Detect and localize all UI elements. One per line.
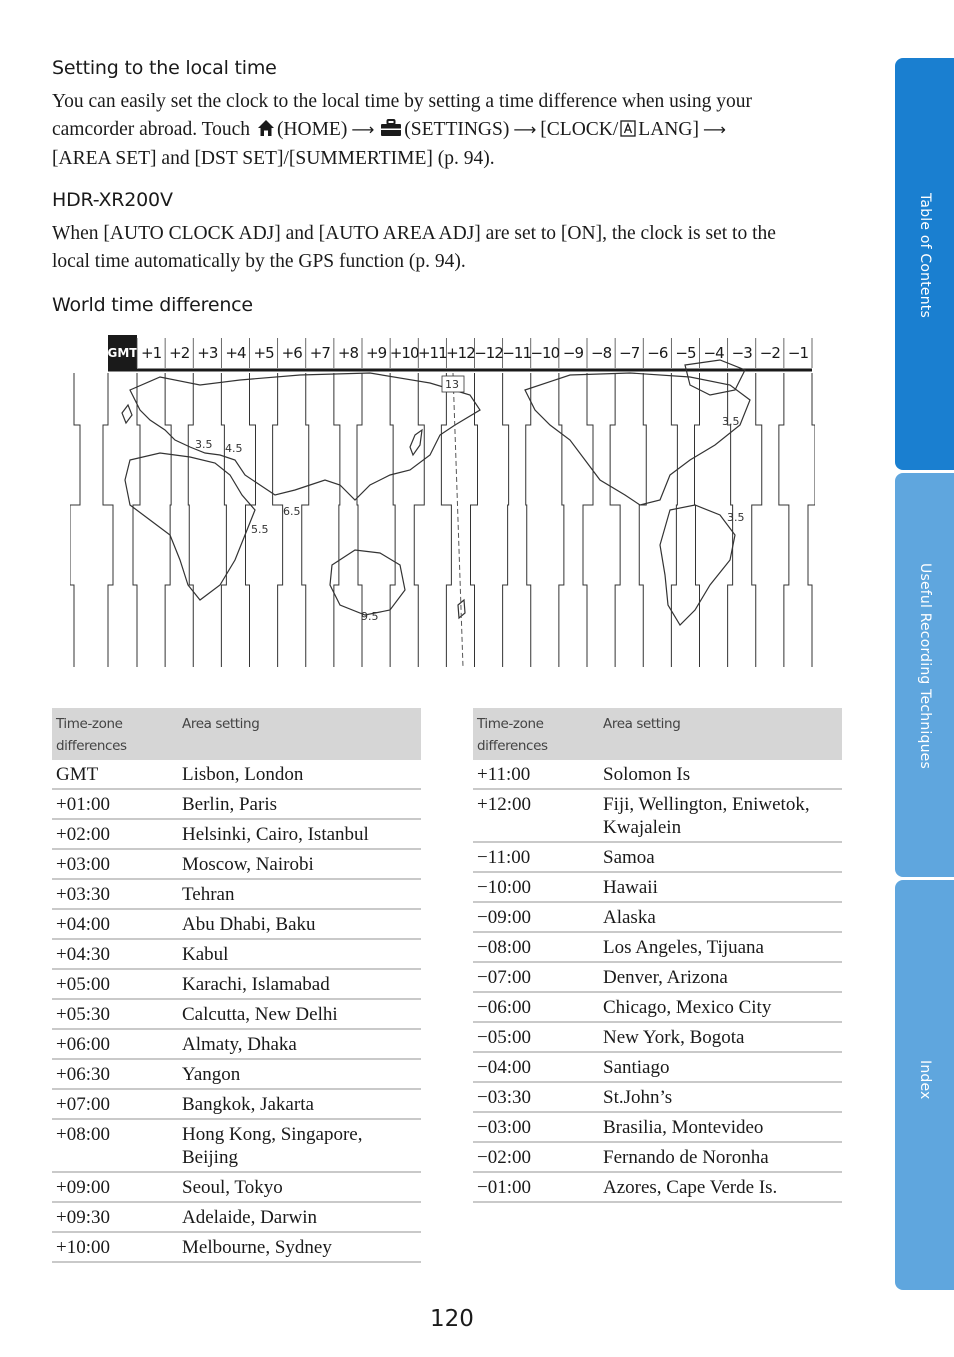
zone-boundary [103, 373, 113, 667]
zone-boundary [695, 373, 700, 667]
cell-area-setting: Melbourne, Sydney [182, 1237, 332, 1258]
cell-area-setting: Santiago [603, 1057, 670, 1078]
paragraph-local-time [52, 88, 842, 173]
table-row [473, 843, 842, 873]
zone-boundary [610, 373, 620, 667]
annotation-kabul: 4.5 [225, 442, 243, 455]
table-row [473, 1173, 842, 1203]
tab-table-of-contents[interactable] [895, 58, 954, 470]
island-uk [122, 405, 132, 423]
zone-label: +12 [446, 344, 475, 362]
zone-label: −10 [530, 344, 560, 362]
cell-area-setting: Hong Kong, Singapore, Beijing [182, 1124, 363, 1168]
table-row [473, 1143, 842, 1173]
cell-time-difference: +03:30 [56, 884, 110, 905]
cell-time-difference: −07:00 [477, 967, 531, 988]
continent-africa [125, 453, 255, 600]
cell-area-setting: Fiji, Wellington, Eniwetok, Kwajalein [603, 794, 810, 838]
cell-time-difference: GMT [56, 764, 99, 785]
table-row [52, 1203, 421, 1233]
zone-label: −4 [703, 344, 724, 362]
table-row [52, 820, 421, 850]
cell-area-setting: Brasilia, Montevideo [603, 1117, 764, 1138]
cell-area-setting: Los Angeles, Tijuana [603, 937, 764, 958]
zone-boundary [752, 373, 762, 667]
zone-label: +11 [417, 344, 447, 362]
arrow-right-icon: ⟶ [513, 119, 537, 139]
cell-area-setting: Bangkok, Jakarta [182, 1094, 314, 1115]
zone-label: −12 [474, 344, 503, 362]
tab-label: Index [917, 1060, 933, 1100]
annotation-newfoundland: 3.5 [722, 415, 740, 428]
cell-area-setting: Moscow, Nairobi [182, 854, 314, 875]
table-row [52, 1030, 421, 1060]
cell-area-setting: Hawaii [603, 877, 658, 898]
home-icon [257, 118, 275, 146]
cell-area-setting: Almaty, Dhaka [182, 1034, 297, 1055]
zone-boundary [165, 373, 171, 667]
table-body [473, 760, 842, 1203]
table-header [52, 708, 421, 760]
zone-label: +9 [366, 344, 387, 362]
arrow-right-icon: ⟶ [351, 119, 375, 139]
zone-boundary [526, 373, 531, 667]
gmt-label: GMT [107, 346, 138, 360]
paragraph-line [52, 116, 842, 146]
cell-area-setting: Tehran [182, 884, 235, 905]
table-row [52, 1090, 421, 1120]
zone-label: +4 [225, 344, 246, 362]
table-row [473, 1053, 842, 1083]
island-japan [410, 430, 422, 455]
table-row [52, 1060, 421, 1090]
cell-area-setting: Helsinki, Cairo, Istanbul [182, 824, 369, 845]
table-row [473, 1023, 842, 1053]
table-row [473, 903, 842, 933]
table-row [52, 1000, 421, 1030]
column-header-area: Area setting [603, 716, 681, 732]
cell-area-setting: Samoa [603, 847, 655, 868]
annotation-adelaide: 9.5 [361, 610, 379, 623]
annotation-india: 5.5 [251, 523, 269, 536]
cell-area-setting: Denver, Arizona [603, 967, 728, 988]
time-zone-table-left [52, 708, 421, 1263]
zone-boundary [639, 373, 646, 667]
cell-area-setting: Karachi, Islamabad [182, 974, 330, 995]
tab-index[interactable] [895, 880, 954, 1290]
cell-time-difference: +12:00 [477, 794, 531, 815]
table-row [52, 1233, 421, 1263]
zone-label: −3 [731, 344, 752, 362]
zone-label: +5 [253, 344, 274, 362]
cell-time-difference: +05:00 [56, 974, 110, 995]
zone-label: −5 [675, 344, 696, 362]
column-header-time-zone [473, 713, 603, 760]
language-icon [620, 118, 636, 146]
cell-time-difference: +06:30 [56, 1064, 110, 1085]
cell-area-setting: Seoul, Tokyo [182, 1177, 283, 1198]
zone-boundary [471, 373, 478, 667]
table-header [473, 708, 842, 760]
zone-boundary [808, 373, 815, 667]
home-label: (HOME) [276, 118, 348, 140]
zone-label: +6 [281, 344, 302, 362]
zone-label: −1 [787, 344, 808, 362]
cell-time-difference: +10:00 [56, 1237, 110, 1258]
table-row [473, 790, 842, 843]
zone-boundary [133, 373, 140, 667]
cell-time-difference: +08:00 [56, 1124, 110, 1145]
cell-time-difference: −09:00 [477, 907, 531, 928]
continent-australia [330, 550, 405, 615]
cell-area-setting: Adelaide, Darwin [182, 1207, 318, 1228]
time-zone-table-right [473, 708, 842, 1203]
zone-boundary [390, 373, 395, 667]
paragraph-text: camcorder abroad. Touch [52, 118, 251, 140]
cell-time-difference: −10:00 [477, 877, 531, 898]
cell-time-difference: −01:00 [477, 1177, 531, 1198]
zone-boundary [559, 373, 564, 667]
zone-label: −8 [591, 344, 612, 362]
cell-time-difference: −05:00 [477, 1027, 531, 1048]
zone-label: +1 [141, 344, 162, 362]
zone-label: +2 [169, 344, 190, 362]
annotation-venezuela: 3.5 [727, 511, 745, 524]
zone-boundaries [70, 373, 815, 667]
paragraph-line: You can easily set the clock to the local time by setting a time difference when using your [52, 91, 753, 112]
header-line: differences [56, 738, 127, 754]
cell-area-setting: Chicago, Mexico City [603, 997, 772, 1018]
continents [122, 360, 750, 625]
table-row [52, 940, 421, 970]
cell-area-setting: Fernando de Noronha [603, 1147, 769, 1168]
annotation-myanmar: 6.5 [283, 505, 301, 518]
cell-area-setting: St.John’s [603, 1087, 673, 1108]
cell-area-setting: Kabul [182, 944, 229, 965]
zone-boundary [779, 373, 789, 667]
zone-boundary [273, 373, 283, 667]
arrow-right-icon: ⟶ [702, 119, 726, 139]
table-row [52, 970, 421, 1000]
table-row [52, 760, 421, 790]
page-number: 120 [430, 1306, 474, 1332]
cell-time-difference: +11:00 [477, 764, 531, 785]
table-row [473, 1113, 842, 1143]
zone-label: +10 [389, 344, 419, 362]
cell-time-difference: +04:30 [56, 944, 110, 965]
table-body [52, 760, 421, 1263]
table-row [52, 1173, 421, 1203]
zone-labels [137, 338, 812, 368]
paragraph-line: [AREA SET] and [DST SET]/[SUMMERTIME] (p. 94). [52, 148, 495, 169]
table-row [473, 963, 842, 993]
zone-label: −7 [619, 344, 640, 362]
cell-time-difference: +09:00 [56, 1177, 110, 1198]
cell-area-setting: Abu Dhabi, Baku [182, 914, 316, 935]
column-header-time-zone [52, 713, 182, 760]
cell-area-setting: Alaska [603, 907, 656, 928]
zone-boundary [583, 373, 593, 667]
cell-area-setting: Berlin, Paris [182, 794, 277, 815]
table-row [473, 993, 842, 1023]
table-row [52, 790, 421, 820]
table-row [52, 850, 421, 880]
toolbox-icon [380, 118, 402, 146]
table-row [473, 873, 842, 903]
tab-label: Table of Contents [917, 193, 933, 318]
zone-boundary [221, 373, 226, 667]
lang-label: LANG] [638, 118, 699, 140]
cell-area-setting: Azores, Cape Verde Is. [603, 1177, 778, 1198]
clock-label: [CLOCK/ [540, 118, 619, 140]
continent-europe-asia [130, 373, 480, 500]
table-row [473, 933, 842, 963]
table-row [52, 880, 421, 910]
cell-time-difference: −03:00 [477, 1117, 531, 1138]
paragraph-gps [52, 220, 842, 275]
zone-label: −9 [562, 344, 583, 362]
table-row [473, 1083, 842, 1113]
cell-area-setting: Lisbon, London [182, 764, 304, 785]
cell-area-setting: Solomon Is [603, 764, 691, 785]
cell-area-setting: New York, Bogota [603, 1027, 745, 1048]
zone-boundary [503, 373, 509, 667]
cell-time-difference: +09:30 [56, 1207, 110, 1228]
cell-time-difference: +06:00 [56, 1034, 110, 1055]
header-line: differences [477, 738, 548, 754]
cell-time-difference: +05:30 [56, 1004, 110, 1025]
header-line: Time-zone [477, 716, 544, 732]
zone-label: −11 [502, 344, 532, 362]
cell-time-difference: +07:00 [56, 1094, 110, 1115]
zone-label: −2 [759, 344, 780, 362]
header-line: Time-zone [56, 716, 123, 732]
heading-setting-local-time: Setting to the local time [52, 57, 277, 79]
cell-time-difference: +02:00 [56, 824, 110, 845]
world-time-zone-map [70, 335, 815, 670]
zone-header [108, 335, 812, 370]
cell-time-difference: −02:00 [477, 1147, 531, 1168]
zone-boundary [188, 373, 193, 667]
date-line [453, 373, 463, 667]
paragraph-line: local time automatically by the GPS function (p. 94). [52, 250, 466, 272]
zone-label: +8 [337, 344, 358, 362]
heading-world-time: World time difference [52, 294, 253, 316]
cell-time-difference: +01:00 [56, 794, 110, 815]
cell-time-difference: −11:00 [477, 847, 531, 868]
zone-boundary [70, 373, 80, 667]
column-header-area: Area setting [182, 716, 260, 732]
cell-area-setting: Yangon [182, 1064, 241, 1085]
cell-time-difference: +04:00 [56, 914, 110, 935]
cell-area-setting: Calcutta, New Delhi [182, 1004, 338, 1025]
table-row [52, 910, 421, 940]
paragraph-line: When [AUTO CLOCK ADJ] and [AUTO AREA ADJ] are set to [ON], the clock is set to the [52, 223, 776, 244]
cell-time-difference: −04:00 [477, 1057, 531, 1078]
tab-label: Useful Recording Techniques [917, 563, 933, 769]
tab-useful-recording-techniques[interactable] [895, 473, 954, 877]
zone-boundary [441, 373, 451, 667]
table-row [473, 760, 842, 790]
zone-boundary [302, 373, 309, 667]
heading-model: HDR-XR200V [52, 189, 173, 211]
zone-boundary [414, 373, 424, 667]
settings-label: (SETTINGS) [404, 118, 510, 140]
zone-boundary [671, 373, 677, 667]
table-row [52, 1120, 421, 1173]
zone-label: −6 [647, 344, 668, 362]
annotation-tehran: 3.5 [195, 438, 213, 451]
cell-time-difference: −08:00 [477, 937, 531, 958]
cell-time-difference: −03:30 [477, 1087, 531, 1108]
annotation-13: 13 [445, 378, 459, 391]
zone-label: +3 [197, 344, 218, 362]
cell-time-difference: +03:00 [56, 854, 110, 875]
cell-time-difference: −06:00 [477, 997, 531, 1018]
zone-label: +7 [309, 344, 330, 362]
zone-boundary [334, 373, 340, 667]
